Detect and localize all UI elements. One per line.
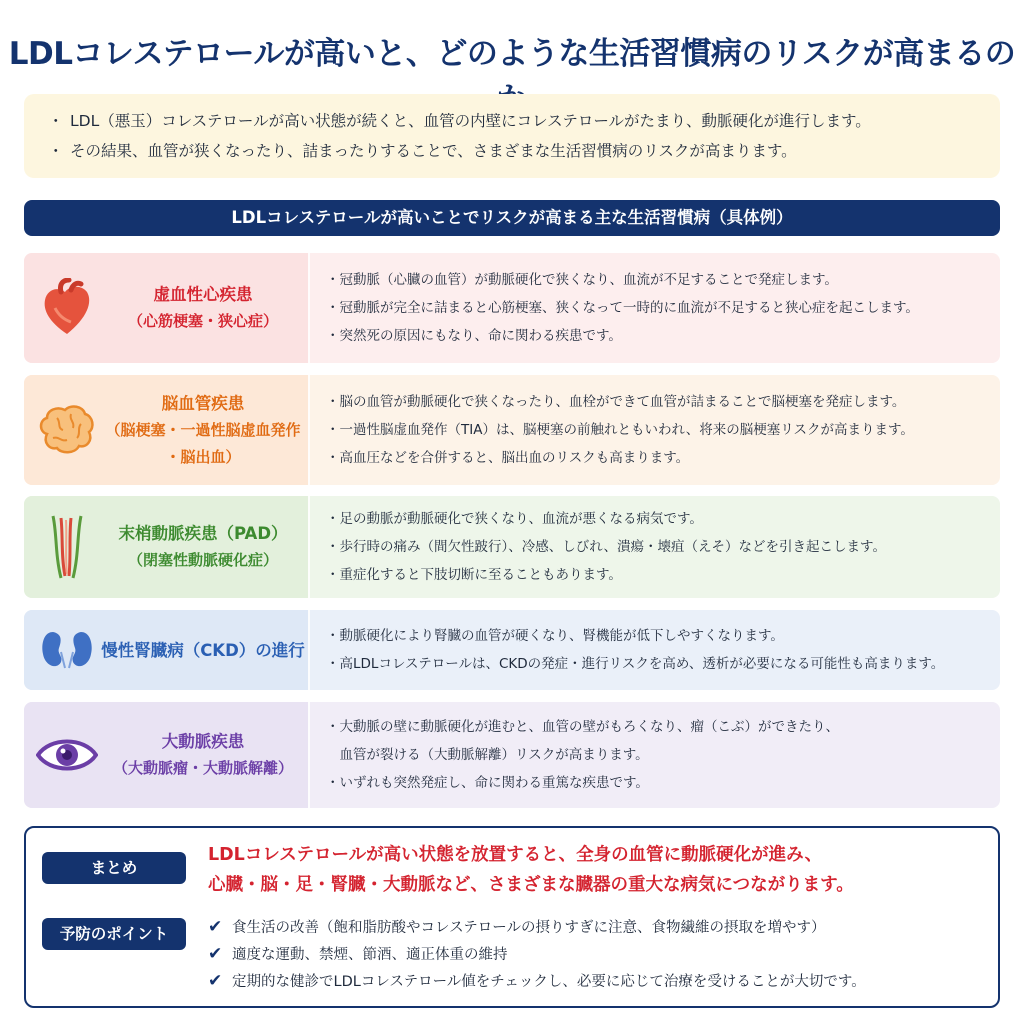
kidney-icon bbox=[36, 619, 98, 681]
heart-icon bbox=[36, 277, 98, 339]
prevention-list bbox=[208, 914, 866, 995]
summary-text bbox=[208, 840, 854, 900]
check-icon: ✔ bbox=[208, 944, 223, 964]
disease-card-ckd bbox=[24, 610, 1000, 690]
prevention-item bbox=[208, 968, 866, 995]
prevention-text: 適度な運動、禁煙、節酒、適正体重の維持 bbox=[232, 947, 508, 963]
disease-point: ・一過性脳虚血発作（TIA）は、脳梗塞の前触れともいわれ、将来の脳梗塞リスクが高まります。 bbox=[326, 422, 914, 438]
disease-name: 大動脈疾患 bbox=[161, 732, 245, 751]
intro-item: ・ LDL（悪玉）コレステロールが高い状態が続くと、血管の内壁にコレステロールがたまり、動脈硬化が進行します。 bbox=[48, 112, 871, 130]
intro-text: その結果、血管が狭くなったり、詰まったりすることで、さまざまな生活習慣病のリスクが高まります。 bbox=[70, 142, 797, 160]
leg-vessels-icon bbox=[36, 516, 98, 578]
disease-subname: （閉塞性動脈硬化症） bbox=[127, 551, 278, 569]
disease-point: ・高LDLコレステロールは、CKDの発症・進行リスクを高め、透析が必要になる可能性も高まります。 bbox=[326, 656, 945, 672]
disease-point: ・冠動脈が完全に詰まると心筋梗塞、狭くなって一時的に血流が不足すると狭心症を起こします。 bbox=[326, 300, 919, 316]
summary-box bbox=[24, 826, 1000, 1008]
section-header: LDLコレステロールが高いことでリスクが高まる主な生活習慣病（具体例） bbox=[24, 200, 1000, 236]
disease-name: 虚血性心疾患 bbox=[153, 285, 253, 304]
disease-point: ・脳の血管が動脈硬化で狭くなったり、血栓ができて血管が詰まることで脳梗塞を発症します。 bbox=[326, 394, 906, 410]
prevention-text: 食生活の改善（飽和脂肪酸やコレステロールの摂りすぎに注意、食物繊維の摂取を増やす） bbox=[232, 920, 826, 936]
disease-point: ・動脈硬化により腎臓の血管が硬くなり、腎機能が低下しやすくなります。 bbox=[326, 628, 784, 644]
disease-subname: （脳梗塞・一過性脳虚血発作 bbox=[105, 420, 301, 439]
prevention-item bbox=[208, 941, 866, 968]
prevention-text: 定期的な健診でLDLコレステロール値をチェックし、必要に応じて治療を受けることが大切です。 bbox=[232, 974, 866, 990]
disease-card-aortic bbox=[24, 702, 1000, 808]
prevention-item bbox=[208, 914, 866, 941]
summary-label: まとめ bbox=[42, 852, 186, 884]
check-icon: ✔ bbox=[208, 971, 223, 991]
disease-point: ・冠動脈（心臓の血管）が動脈硬化で狭くなり、血流が不足することで発症します。 bbox=[326, 272, 838, 288]
summary-line: LDLコレステロールが高い状態を放置すると、全身の血管に動脈硬化が進み、 bbox=[208, 845, 823, 865]
summary-line: 心臓・脳・足・腎臓・大動脈など、さまざまな臓器の重大な病気につながります。 bbox=[208, 875, 854, 895]
disease-card-ischemic-heart bbox=[24, 253, 1000, 363]
disease-point: ・突然死の原因にもなり、命に関わる疾患です。 bbox=[326, 328, 622, 344]
disease-point: ・重症化すると下肢切断に至ることもあります。 bbox=[326, 567, 622, 583]
disease-point: ・大動脈の壁に動脈硬化が進むと、血管の壁がもろくなり、瘤（こぶ）ができたり、 bbox=[326, 719, 839, 735]
eye-icon bbox=[36, 724, 98, 786]
prevention-label: 予防のポイント bbox=[42, 918, 186, 950]
disease-point: ・高血圧などを合併すると、脳出血のリスクも高まります。 bbox=[326, 450, 690, 466]
disease-subname: （大動脈瘤・大動脈解離） bbox=[112, 759, 293, 777]
disease-point: ・足の動脈が動脈硬化で狭くなり、血流が悪くなる病気です。 bbox=[326, 511, 703, 527]
disease-point: ・歩行時の痛み（間欠性跛行）、冷感、しびれ、潰瘍・壊疽（えそ）などを引き起こします。 bbox=[326, 539, 886, 555]
disease-card-pad bbox=[24, 496, 1000, 598]
intro-box bbox=[24, 94, 1000, 178]
page-title: LDLコレステロールが高いと、どのような生活習慣病のリスクが高まるの bbox=[8, 36, 1016, 72]
disease-subname: （心筋梗塞・狭心症） bbox=[127, 312, 278, 330]
intro-text: LDL（悪玉）コレステロールが高い状態が続くと、血管の内壁にコレステロールがたまり、動脈硬化が進行します。 bbox=[70, 112, 871, 130]
disease-name: 脳血管疾患 bbox=[161, 393, 245, 413]
brain-icon bbox=[36, 399, 98, 461]
disease-name: 末梢動脈疾患（PAD） bbox=[118, 524, 288, 543]
disease-point: ・いずれも突然発症し、命に関わる重篤な疾患です。 bbox=[326, 775, 649, 791]
intro-item: ・ その結果、血管が狭くなったり、詰まったりすることで、さまざまな生活習慣病のリスクが高まります。 bbox=[48, 142, 797, 160]
disease-subname: ・脳出血） bbox=[165, 447, 241, 466]
check-icon: ✔ bbox=[208, 917, 223, 937]
disease-card-cerebrovascular bbox=[24, 375, 1000, 485]
disease-name: 慢性腎臓病（CKD）の進行 bbox=[101, 640, 305, 660]
disease-point: 血管が裂ける（大動脈解離）リスクが高まります。 bbox=[326, 747, 649, 763]
